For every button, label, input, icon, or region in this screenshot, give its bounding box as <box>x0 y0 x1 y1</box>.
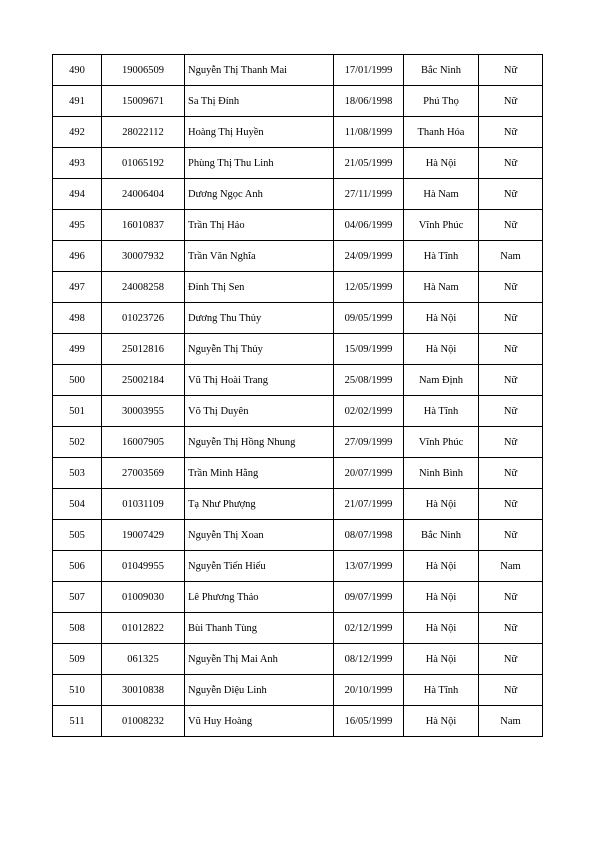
gender-cell: Nữ <box>479 210 543 241</box>
birth-date-cell: 20/10/1999 <box>334 675 404 706</box>
student-id-cell: 30003955 <box>102 396 185 427</box>
table-row <box>53 179 543 210</box>
birth-date-cell: 08/07/1998 <box>334 520 404 551</box>
full-name-cell: Nguyễn Thị Mai Anh <box>185 644 334 675</box>
province-cell: Hà Nội <box>404 613 479 644</box>
province-cell: Hà Nội <box>404 551 479 582</box>
province-cell: Phú Thọ <box>404 86 479 117</box>
province-cell: Hà Nội <box>404 582 479 613</box>
student-id-cell: 30007932 <box>102 241 185 272</box>
full-name-cell: Vũ Huy Hoàng <box>185 706 334 737</box>
province-cell: Hà Tĩnh <box>404 675 479 706</box>
province-cell: Hà Tĩnh <box>404 241 479 272</box>
full-name-cell: Nguyễn Thị Thanh Mai <box>185 55 334 86</box>
birth-date-cell: 02/12/1999 <box>334 613 404 644</box>
gender-cell: Nữ <box>479 520 543 551</box>
gender-cell: Nam <box>479 551 543 582</box>
gender-cell: Nữ <box>479 303 543 334</box>
gender-cell: Nữ <box>479 55 543 86</box>
roster-table <box>52 54 543 737</box>
table-row <box>53 551 543 582</box>
full-name-cell: Nguyễn Diệu Linh <box>185 675 334 706</box>
row-number-cell: 497 <box>53 272 102 303</box>
birth-date-cell: 24/09/1999 <box>334 241 404 272</box>
student-id-cell: 01031109 <box>102 489 185 520</box>
roster-table-body <box>53 55 543 737</box>
table-row <box>53 582 543 613</box>
student-id-cell: 25002184 <box>102 365 185 396</box>
student-id-cell: 01009030 <box>102 582 185 613</box>
province-cell: Hà Nội <box>404 644 479 675</box>
row-number-cell: 509 <box>53 644 102 675</box>
row-number-cell: 503 <box>53 458 102 489</box>
province-cell: Vĩnh Phúc <box>404 427 479 458</box>
student-id-cell: 01065192 <box>102 148 185 179</box>
full-name-cell: Dương Thu Thủy <box>185 303 334 334</box>
table-row <box>53 458 543 489</box>
province-cell: Ninh Bình <box>404 458 479 489</box>
gender-cell: Nữ <box>479 365 543 396</box>
row-number-cell: 505 <box>53 520 102 551</box>
row-number-cell: 502 <box>53 427 102 458</box>
full-name-cell: Nguyễn Thị Xoan <box>185 520 334 551</box>
row-number-cell: 498 <box>53 303 102 334</box>
student-id-cell: 28022112 <box>102 117 185 148</box>
gender-cell: Nữ <box>479 86 543 117</box>
province-cell: Hà Nam <box>404 272 479 303</box>
province-cell: Hà Tĩnh <box>404 396 479 427</box>
table-row <box>53 613 543 644</box>
full-name-cell: Nguyễn Thị Hồng Nhung <box>185 427 334 458</box>
birth-date-cell: 15/09/1999 <box>334 334 404 365</box>
row-number-cell: 491 <box>53 86 102 117</box>
birth-date-cell: 11/08/1999 <box>334 117 404 148</box>
student-id-cell: 16010837 <box>102 210 185 241</box>
full-name-cell: Phùng Thị Thu Linh <box>185 148 334 179</box>
table-row <box>53 210 543 241</box>
full-name-cell: Vũ Thị Hoài Trang <box>185 365 334 396</box>
table-row <box>53 706 543 737</box>
row-number-cell: 494 <box>53 179 102 210</box>
birth-date-cell: 18/06/1998 <box>334 86 404 117</box>
row-number-cell: 499 <box>53 334 102 365</box>
table-row <box>53 55 543 86</box>
full-name-cell: Dương Ngọc Anh <box>185 179 334 210</box>
student-id-cell: 01049955 <box>102 551 185 582</box>
gender-cell: Nữ <box>479 644 543 675</box>
birth-date-cell: 09/05/1999 <box>334 303 404 334</box>
student-id-cell: 19006509 <box>102 55 185 86</box>
province-cell: Thanh Hóa <box>404 117 479 148</box>
gender-cell: Nữ <box>479 489 543 520</box>
gender-cell: Nam <box>479 706 543 737</box>
row-number-cell: 495 <box>53 210 102 241</box>
student-id-cell: 01023726 <box>102 303 185 334</box>
full-name-cell: Trần Thị Hảo <box>185 210 334 241</box>
row-number-cell: 511 <box>53 706 102 737</box>
province-cell: Vĩnh Phúc <box>404 210 479 241</box>
birth-date-cell: 04/06/1999 <box>334 210 404 241</box>
gender-cell: Nữ <box>479 148 543 179</box>
full-name-cell: Trần Văn Nghĩa <box>185 241 334 272</box>
student-id-cell: 25012816 <box>102 334 185 365</box>
table-row <box>53 86 543 117</box>
student-id-cell: 19007429 <box>102 520 185 551</box>
student-id-cell: 15009671 <box>102 86 185 117</box>
table-row <box>53 272 543 303</box>
gender-cell: Nữ <box>479 458 543 489</box>
full-name-cell: Bùi Thanh Tùng <box>185 613 334 644</box>
birth-date-cell: 08/12/1999 <box>334 644 404 675</box>
student-id-cell: 16007905 <box>102 427 185 458</box>
birth-date-cell: 27/09/1999 <box>334 427 404 458</box>
student-id-cell: 061325 <box>102 644 185 675</box>
gender-cell: Nữ <box>479 582 543 613</box>
birth-date-cell: 17/01/1999 <box>334 55 404 86</box>
table-row <box>53 117 543 148</box>
province-cell: Hà Nam <box>404 179 479 210</box>
gender-cell: Nữ <box>479 334 543 365</box>
gender-cell: Nữ <box>479 179 543 210</box>
birth-date-cell: 21/07/1999 <box>334 489 404 520</box>
province-cell: Hà Nội <box>404 303 479 334</box>
row-number-cell: 493 <box>53 148 102 179</box>
full-name-cell: Sa Thị Đính <box>185 86 334 117</box>
table-row <box>53 334 543 365</box>
row-number-cell: 508 <box>53 613 102 644</box>
gender-cell: Nữ <box>479 396 543 427</box>
birth-date-cell: 20/07/1999 <box>334 458 404 489</box>
birth-date-cell: 13/07/1999 <box>334 551 404 582</box>
row-number-cell: 507 <box>53 582 102 613</box>
full-name-cell: Trần Minh Hằng <box>185 458 334 489</box>
student-id-cell: 30010838 <box>102 675 185 706</box>
province-cell: Hà Nội <box>404 489 479 520</box>
row-number-cell: 496 <box>53 241 102 272</box>
full-name-cell: Đinh Thị Sen <box>185 272 334 303</box>
student-id-cell: 01012822 <box>102 613 185 644</box>
row-number-cell: 500 <box>53 365 102 396</box>
birth-date-cell: 21/05/1999 <box>334 148 404 179</box>
row-number-cell: 510 <box>53 675 102 706</box>
gender-cell: Nữ <box>479 675 543 706</box>
table-row <box>53 148 543 179</box>
student-id-cell: 24008258 <box>102 272 185 303</box>
table-row <box>53 365 543 396</box>
full-name-cell: Nguyễn Thị Thủy <box>185 334 334 365</box>
table-row <box>53 520 543 551</box>
row-number-cell: 501 <box>53 396 102 427</box>
birth-date-cell: 02/02/1999 <box>334 396 404 427</box>
province-cell: Hà Nội <box>404 706 479 737</box>
full-name-cell: Võ Thị Duyên <box>185 396 334 427</box>
student-id-cell: 27003569 <box>102 458 185 489</box>
province-cell: Nam Định <box>404 365 479 396</box>
table-row <box>53 241 543 272</box>
full-name-cell: Tạ Như Phượng <box>185 489 334 520</box>
gender-cell: Nữ <box>479 117 543 148</box>
province-cell: Hà Nội <box>404 148 479 179</box>
gender-cell: Nữ <box>479 427 543 458</box>
full-name-cell: Nguyễn Tiến Hiếu <box>185 551 334 582</box>
birth-date-cell: 27/11/1999 <box>334 179 404 210</box>
birth-date-cell: 25/08/1999 <box>334 365 404 396</box>
row-number-cell: 490 <box>53 55 102 86</box>
table-row <box>53 644 543 675</box>
table-row <box>53 427 543 458</box>
gender-cell: Nữ <box>479 272 543 303</box>
table-row <box>53 675 543 706</box>
birth-date-cell: 09/07/1999 <box>334 582 404 613</box>
student-id-cell: 24006404 <box>102 179 185 210</box>
table-row <box>53 489 543 520</box>
province-cell: Hà Nội <box>404 334 479 365</box>
full-name-cell: Lê Phương Thảo <box>185 582 334 613</box>
birth-date-cell: 12/05/1999 <box>334 272 404 303</box>
row-number-cell: 506 <box>53 551 102 582</box>
table-row <box>53 303 543 334</box>
province-cell: Bắc Ninh <box>404 520 479 551</box>
row-number-cell: 492 <box>53 117 102 148</box>
row-number-cell: 504 <box>53 489 102 520</box>
student-id-cell: 01008232 <box>102 706 185 737</box>
province-cell: Bắc Ninh <box>404 55 479 86</box>
full-name-cell: Hoàng Thị Huyền <box>185 117 334 148</box>
gender-cell: Nữ <box>479 613 543 644</box>
gender-cell: Nam <box>479 241 543 272</box>
birth-date-cell: 16/05/1999 <box>334 706 404 737</box>
table-row <box>53 396 543 427</box>
